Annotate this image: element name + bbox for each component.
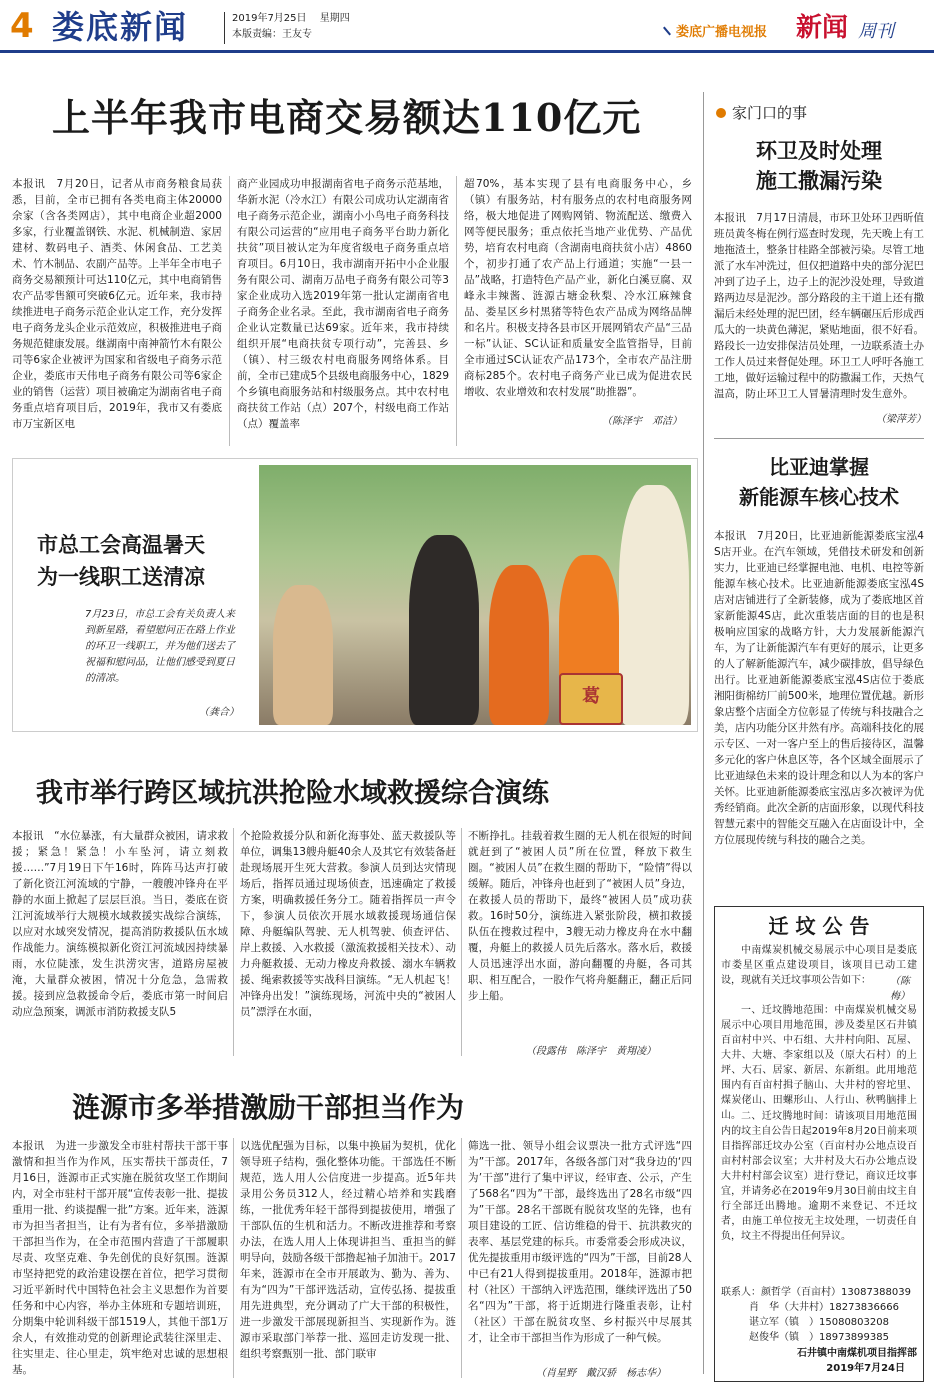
story4 (12, 1086, 696, 1382)
story4-col1: 本报讯 为进一步激发全市驻村帮扶干部干事激情和担当作为作风，压实帮扶干部责任，7月16日，涟源市正式实施在脱贫攻坚工作期间内，对全市驻村干部开展“宣传表彰一批、提拔重用一批、约谈提醒一批”方案。近年来，涟源市为担当者担当，让有为者有位，多举措激励干部担当作为，在全市范围内营造了干部履职尽责、攻坚克难、争先创优的良好氛围。涟源市坚持把党的政治建设摆在首位，把学习贯彻习近平新时代中国特色社会主义思想作为首要任务和中心内容，举办主体班和专题培训班，分期集中轮训科级干部1519人，其他干部1万余人，有效推动党的创新理论武装往深里走、往实里走、往心里走，筑牢绝对忠诚的思想根基。 (12, 1140, 228, 1376)
story1-title (714, 136, 924, 196)
issue-date (232, 12, 350, 26)
lead-col1: 本报讯 7月20日，记者从市商务粮食局获悉，目前，全市已拥有各类电商主体20000余家（含各类网店），其中电商企业超2000多家，行业覆盖钢铁、水泥、机械制造、家居建材、数码电子、酒类、休闲食品、工艺美术、竹木制品、农副产品等。上半年全市电子商务交易额预计可达110亿元，其中电商销售农产品零售额可突破6亿元。近年来，我市持续推进电子商务示范企业认定工作，充分发挥电子商务龙头企业示范效应，积极推进电子商务规范健康发展。继湖南中南神箭竹木有限公司等6家企业被评为国家和省级电子商务示范企业，娄底市天伟电子商务有限公司等6家企业的销售（运营）项目被确定为湖南省电子商务重点培育项目后，2019年，我市又有娄底市万宝新区电 (12, 178, 222, 430)
weekday: 星期四 (319, 13, 350, 24)
story2-title-line2: 新能源车核心技术 (739, 485, 899, 509)
col-divider (461, 828, 462, 1056)
contact-row (721, 1330, 921, 1345)
section-title: 娄底新闻 (52, 8, 189, 46)
story3-headline: 我市举行跨区域抗洪抢险水域救援综合演练 (36, 778, 549, 809)
lead-headline: 上半年我市电商交易额达110亿元 (52, 95, 642, 140)
masthead (0, 0, 934, 58)
story1-byline: （梁萍芳） (876, 414, 926, 425)
contact-phone: 13087388039 (841, 1287, 911, 1298)
contact-name: 颜哲学（百亩村） (761, 1287, 841, 1298)
story1-body: 本报讯 7月17日清晨，市环卫处环卫西昕值班员黄冬梅在例行巡查时发现，先天晚上有工地拖渣土，整条甘桂路全部被污染。尽管工地派了水车冲洗过，但仅把道路中央的部分泥巴冲到了边子上，边子上的泥沙没处理，导致道路两边尽是泥沙。部分路段的主干道上还有撒漏后未经处理的泥巴团，经车辆碾压后形成西瓜大的一块黄色薄泥，紧贴地面，很不好看。路段长一边安排保洁员处理，一边联系渣土办工作人员过来督促处理。环卫工人呼吁各施工工地，做好运输过程中的防撒漏工作，天热气温高，防止环卫工人冒暑清理时发生意外。 (714, 212, 924, 400)
story4-byline: （肖星野 戴汉骄 杨志华） (536, 1368, 666, 1379)
col-divider (233, 1138, 234, 1378)
contact-row (721, 1315, 921, 1330)
story4-col3: 筛选一批、领导小组会议票决一批方式评选“四为”干部。2017年，各级各部门对“我身边的‘四为’干部”进行了集中评议，经审查、公示，产生了568名“四为”干部，最终选出了28名市级“四为”干部。28名干部既有脱贫攻坚的先锋，也有项目建设的工匠、信访维稳的骨干、抗洪救灾的表率、基层党建的标兵。市委常委会形成决议，优先提拔重用市级评选的“四为”干部，目前28人中已有21人得到提拔重用。2018年，涟源市把村（社区）干部纳入评选范围，继续评选出了50名“四为”干部，将于近期进行隆重表彰，让村（社区）干部在脱贫攻坚、乡村振兴中尽展其才，让全市干部担当作为形成了一种气候。 (468, 1140, 692, 1344)
notice-item2: 二、迁坟腾地时间：请该项目用地范围内的坟主自公告日起2019年8月20日前来项目指挥部迁坟办公室（百亩村办公地点设百亩村村部会议室；大井村及大石办公地点设大井村村部会议室）进行登记，商议迁坟事宜，并请务必在2019年9月30日前由坟主自行全部迁出腾地。逾期不来登记、不迁坟者，由施工单位按无主坟处理，一切责任自负，坟主不得提出任何异议。 (721, 1111, 917, 1242)
story4-col2: 以选优配强为目标，以集中换届为契机，优化领导班子结构，强化整体功能。干部选任不断规范，选人用人公信度进一步提高。近5年共录用公务员312人，经过精心培养和实践磨练，一批优秀年轻干部得到提拔使用，增强了干部队伍的生机和活力。不断改进推荐和考察办法，在选人用人上体现讲担当、重担当的鲜明导向，鼓励各级干部撸起袖子加油干。2017年来，涟源市在全市开展敢为、勤为、善为、有为“四为”干部评选活动，宣传弘扬、提拔重用先进典型，充分调动了广大干部的积极性，进一步激发干部展现新担当、实现新作为。涟源市采取部门举荐一批、巡回走访发现一批、组织考察甄别一批、部门联审 (240, 1140, 456, 1360)
story2-byline: （陈梅） (890, 976, 910, 1002)
notice-box (714, 906, 924, 1382)
story-divider (714, 438, 924, 439)
photo-title-line1: 市总工会高温暑天 (37, 532, 205, 557)
story3-byline: （段露伟 陈泽宇 黄翔凌） (526, 1046, 656, 1057)
brand-logo-weekly: 周刊 (858, 21, 894, 42)
photo-caption: 7月23日，市总工会有关负责人来到新星路，看望慰问正在路上作业的环卫一线职工，并为他们送去了祝福和慰问品，让他们感受到夏日的清凉。 (85, 609, 235, 684)
photo-figure (273, 585, 333, 725)
lead-col3: 超70%，基本实现了县有电商服务中心，乡（镇）有服务站，村有服务点的农村电商服务网络，极大地促进了网购网销、物流配送、缴费入网等便民服务；重点依托当地产业优势、产品优势，培育农村电商（含湖南电商扶贫小店）4860个，初步打通了农产品上行通道；实施“一县一品”战略，打造特色产品产业，新化白溪豆腐、双峰永丰辣酱、涟源古塘金秋梨、冷水江麻辣食品、娄星区乡村黑猪等特色农产品成为网络品牌和名片。积极支持各县市区开展网销农产品“三品一标”认证、SC认证和质量安全监管指导，目前全市通过SC认证农产品173个，全市农产品注册商标285个。农村电子商务产业已成为促进农民增收、农业增效和农村发展“助推器”。 (464, 178, 692, 398)
contact-row (721, 1285, 921, 1300)
editor: 本版责编：王友专 (232, 29, 312, 40)
lead-story (12, 88, 695, 450)
event-photo (259, 465, 691, 725)
notice-title: 迁 坟 公 告 (768, 914, 870, 938)
story4-headline: 涟源市多举措激励干部担当作为 (72, 1091, 465, 1124)
story1-title-line2: 施工撒漏污染 (756, 168, 882, 193)
masthead-divider (224, 12, 225, 44)
section-label: 家门口的事 (732, 104, 808, 122)
masthead-rule (0, 50, 934, 53)
gift-box (559, 673, 623, 725)
page-number: 4 (10, 6, 34, 46)
photo-figure (489, 565, 549, 725)
photo-story (12, 458, 698, 732)
photo-title-line2: 为一线职工送清凉 (37, 564, 205, 589)
photo-figure (619, 485, 689, 725)
story2-body: 本报讯 7月20日，比亚迪新能源娄底宝泓4S店开业。在汽车领域，凭借技术研发和创新实力，比亚迪已经掌握电池、电机、电控等新能源车核心技术。比亚迪新能源娄底宝泓4S店对店铺进行了全新装修，成为了娄底地区首家新能源4S店，此次重装店面的目的也是积极响应国家的战略方针，大力发展新能源汽车，为了让新能源汽车有更好的展示，让更多的人了解新能源汽车，减少碳排放，倡导绿色出行。比亚迪新能源娄底宝泓4S店位于娄底湘阳街棉纺厂前500米，地理位置优越。新形象店整个店面全方位彰显了传统与科技融合之美，店内功能分区井然有序。高端科技化的展示专区、一对一客户至上的售后接待区，温馨多元化的客户休息区等，各个区域全面展示了比亚迪绿色未来的设计理念和以人为本的客户关怀。比亚迪新能源娄底宝泓店多次被评为优秀经销商。此次全新的店面形象，以现代科技智慧元素中的智能交互融入在店面设计中，全方位展现传统与科技的融合之美。 (714, 530, 924, 846)
notice-contacts (721, 1285, 921, 1345)
contact-phone: 18273836666 (829, 1302, 899, 1313)
photo-byline: （龚合） (199, 707, 239, 718)
col-divider (461, 1138, 462, 1378)
story3-col3: 不断挣扎。挂载着救生圈的无人机在很短的时间就赶到了“被困人员”所在位置，释放下救生圈。“被困人员”在救生圈的帮助下，“险情”得以缓解。随后，冲锋舟也赶到了“被困人员”身边，在救援人员的帮助下，最终“被困人员”成功获救。16时50分，演练进入紧张阶段，横扣救援队伍在搜救过程中，3艘无动力橡皮舟在水中翻覆，舟艇上的救援人员先后落水。落水后，救援人员迅速浮出水面，游向翻覆的舟艇，各司其职、相互配合，一股作气将舟艇翻正，翻正后同步上船。 (468, 830, 692, 1002)
col-divider (233, 828, 234, 1056)
photo-figure (409, 535, 479, 725)
contact-row (721, 1300, 921, 1315)
col-divider (229, 176, 230, 446)
contacts-label: 联系人： (721, 1287, 761, 1298)
brand-logo-news: 新闻 (796, 13, 849, 43)
brand-slash-icon (663, 27, 671, 36)
lead-col2: 商产业园成功申报湖南省电子商务示范基地，华新水泥（冷水江）有限公司成功认定湖南省电子商务示范企业，湖南小小鸟电子商务科技有限公司运营的“应用电子商务平台助力新化扶贫”项目被认定为年度省级电子商务重点培育项目。6月10日，我市湖南开拓中小企业服务有限公司、湖南万品电子商务有限公司等3家企业成功入选2019年第一批认定湖南省电子商务企业名录。至此，我市湖南省电子商务企业认定数量已达69家。近年来，我市持续组织开展“电商扶贫专项行动”，完善县、乡（镇）、村三级农村电商服务网络体系。目前，全市已建成5个县级电商服务中心，1829个乡镇电商服务站和村级服务点。其中农村电商扶贫工作站（点）207个，村级电商工作站（点）覆盖率 (237, 178, 449, 430)
story2-title (714, 452, 924, 512)
story2-title-line1: 比亚迪掌握 (769, 455, 869, 479)
story1-title-line1: 环卫及时处理 (756, 138, 882, 163)
story3 (12, 772, 696, 1058)
story3-col1: 本报讯 “水位暴涨，有大量群众被困，请求救援；紧急！紧急！小车坠河，请立刻救援……”7月19日下午16时，阵阵马达声打破了新化资江河流域的宁静，一艘艘冲锋舟在平静的水面上掀起了层层巨浪。当日，娄底在资江河流域举行大规模水域救援实战综合演练，以应对水域突发情况，提高消防救援队伍水域作战能力。演练模拟新化资江河流域因持续暴雨，水位陡涨，发生洪涝灾害，道路房屋被淹，大量群众被困，情况十分危急，急需救援。接到应急救援命令后，娄底市第一时间启动应急预案，调派市消防救援支队5 (12, 830, 228, 1018)
contact-phone: 18973899385 (819, 1332, 889, 1343)
brand-name: 娄底广播电视报 (676, 25, 768, 40)
notice-intro: 中南煤炭机械交易展示中心项目是娄底市娄星区重点建设项目，该项目已动工建设，现就有关迁坟事项公告如下： (721, 945, 917, 986)
story3-col2: 个抢险救援分队和新化海事处、蓝天救援队等单位，调集13艘舟艇40余人及其它有效装备赶赴现场展开生死大营救。参演人员到达灾情现场后，指挥员通过现场侦查，迅速确定了救援方案，明确救援任务分工。随着指挥员一声令下，参演人员依次开展水域救援现场通信保障、舟艇编队驾驶、无人机驾驶、侦查评估、岸上救援、入水救援（激流救援相关技术）、动力舟艇救援、无动力橡皮舟救援、溺水车辆救援、绳索救援等实战科目演练。“无人机起飞！冲锋舟出发！”演练现场，河流中央的“被困人员”漂浮在水面， (240, 830, 456, 1018)
notice-signature: 石井镇中南煤机项目指挥部 (797, 1348, 917, 1359)
contact-name: 谌立军（镇 ） (749, 1317, 819, 1328)
section-bullet-icon (716, 108, 726, 118)
sidebar-divider (703, 92, 704, 1374)
date: 2019年7月25日 (232, 13, 307, 24)
notice-item1: 一、迁坟腾地范围：中南煤炭机械交易展示中心项目用地范围，涉及娄星区石井镇百亩村中兴、中石组、大井村向阳、瓦屋、大井、大塘、李家组以及（原大石村）的上坪、大石、居家、新居、东新组。此用地范围内有百亩村揖子脑山、大井村的窖坨里、煤炭佬山、田螺形山、人行山、秋鸭脑排上山。 (721, 1005, 917, 1121)
contact-name: 赵俊华（镇 ） (749, 1332, 819, 1343)
photo-story-title (37, 529, 247, 593)
contact-name: 肖 华（大井村） (749, 1302, 829, 1313)
contact-phone: 15080803208 (819, 1317, 889, 1328)
gift-box-label: 葛 (582, 686, 600, 707)
col-divider (456, 176, 457, 446)
lead-byline: （陈泽宇 邓洁） (602, 416, 682, 427)
notice-date: 2019年7月24日 (826, 1363, 905, 1374)
